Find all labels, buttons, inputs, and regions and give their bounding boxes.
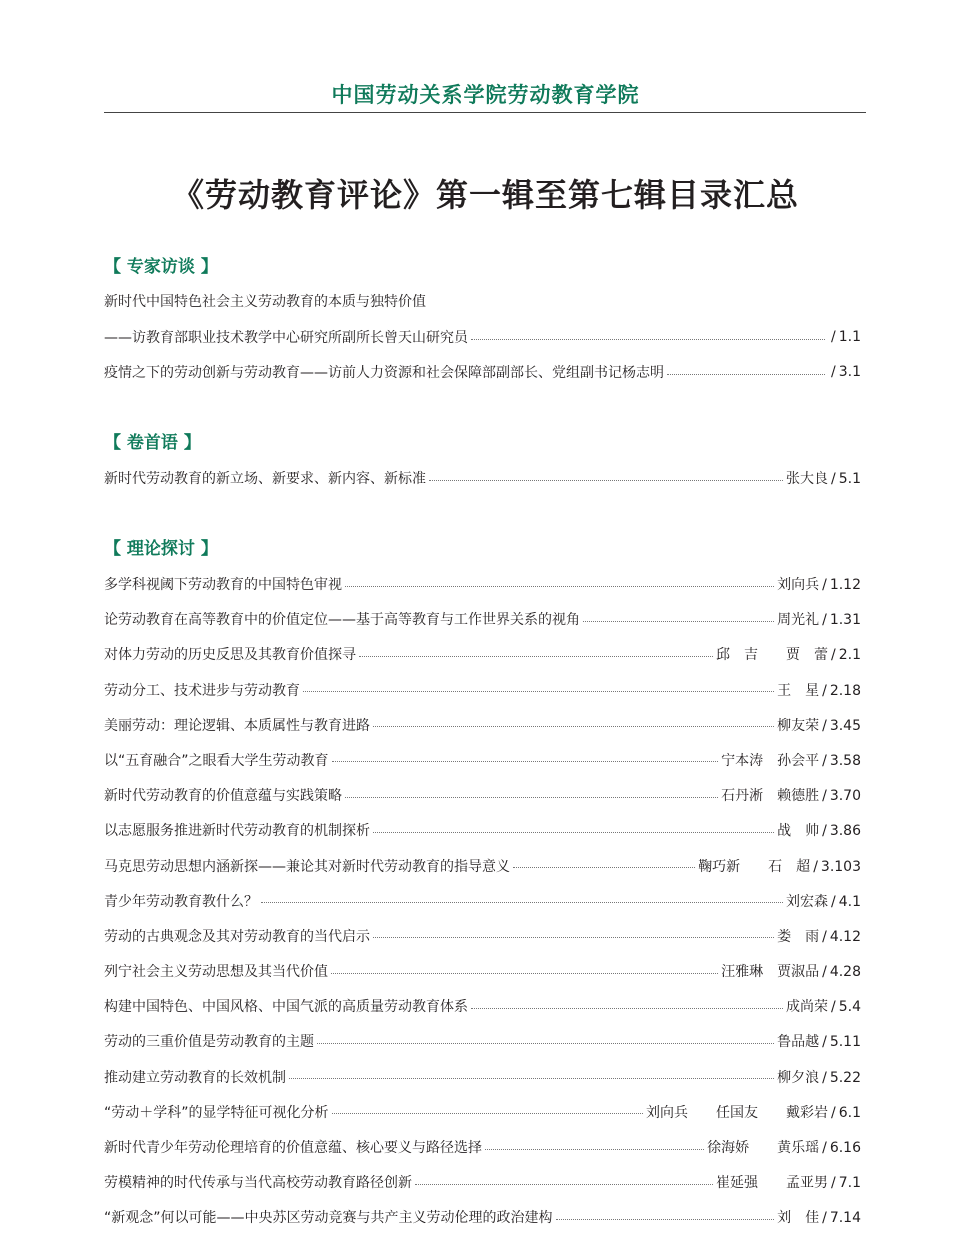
entry-ref: 3.86 xyxy=(829,823,861,840)
toc-entry xyxy=(104,923,861,949)
entry-author: 刘宏森 xyxy=(786,893,829,910)
dot-leader xyxy=(556,1219,775,1220)
entry-title: 疫情之下的劳动创新与劳动教育——访前人力资源和社会保障部副部长、党组副书记杨志明 xyxy=(104,365,664,382)
dot-leader xyxy=(331,973,718,974)
dot-leader xyxy=(359,656,713,657)
toc-entry xyxy=(104,1169,861,1195)
entry-ref: 5.4 xyxy=(838,999,861,1016)
dot-leader xyxy=(513,867,695,868)
entry-author: 汪雅琳 贾淑品 xyxy=(721,964,820,981)
entry-title: 推动建立劳动教育的长效机制 xyxy=(104,1069,286,1086)
entry-title: 对体力劳动的历史反思及其教育价值探寻 xyxy=(104,647,356,664)
dot-leader xyxy=(345,797,718,798)
entry-author: 宁本涛 孙会平 xyxy=(721,752,820,769)
toc-entry xyxy=(104,324,861,350)
entry-title: 论劳动教育在高等教育中的价值定位——基于高等教育与工作世界关系的视角 xyxy=(104,612,580,629)
section-theory xyxy=(104,536,861,1240)
toc-entry xyxy=(104,641,861,667)
dot-leader xyxy=(583,621,774,622)
entry-author: 邱 吉 贾 蕾 xyxy=(716,647,829,664)
toc-entry xyxy=(104,1028,861,1054)
toc-entry xyxy=(104,465,861,491)
entry-ref: 4.1 xyxy=(838,893,861,910)
entry-ref: 1.31 xyxy=(829,612,861,629)
header-divider xyxy=(104,112,866,113)
entry-intro-line: 新时代中国特色社会主义劳动教育的本质与独特价值 xyxy=(104,294,426,310)
entry-title: 以志愿服务推进新时代劳动教育的机制探析 xyxy=(104,823,370,840)
entry-author-ref: 徐海娇 黄乐瑶 / 6.16 xyxy=(707,1140,861,1156)
entry-ref: 4.28 xyxy=(829,964,861,981)
entry-author: 娄 雨 xyxy=(777,928,820,945)
dot-leader xyxy=(345,586,774,587)
entry-author-ref: 刘宏森 / 4.1 xyxy=(786,893,861,910)
toc-entry xyxy=(104,1099,861,1125)
toc-entry xyxy=(104,606,861,632)
entry-author: 鞠巧新 石 超 xyxy=(698,858,811,875)
entry-title: 新时代劳动教育的价值意蕴与实践策略 xyxy=(104,788,342,805)
entry-title: 青少年劳动教育教什么？ xyxy=(104,893,258,910)
entry-ref: 3.70 xyxy=(829,788,861,805)
entry-title: 劳动分工、技术进步与劳动教育 xyxy=(104,682,300,699)
entry-author-ref: 石丹淅 赖德胜 / 3.70 xyxy=(721,788,861,805)
entry-author: 鲁品越 xyxy=(777,1034,820,1051)
toc-entry xyxy=(104,677,861,703)
dot-leader xyxy=(471,339,825,340)
entry-author: 周光礼 xyxy=(777,612,820,629)
entry-author-ref: 邱 吉 贾 蕾 / 2.1 xyxy=(716,647,861,664)
entry-title: 多学科视阈下劳动教育的中国特色审视 xyxy=(104,577,342,593)
toc-entry xyxy=(104,1134,861,1160)
entry-title: 构建中国特色、中国风格、中国气派的高质量劳动教育体系 xyxy=(104,999,468,1016)
section-heading: 【 卷首语 】 xyxy=(104,433,201,453)
entry-title: 以“五育融合”之眼看大学生劳动教育 xyxy=(104,752,329,769)
dot-leader xyxy=(317,1043,774,1044)
entry-author-ref: 宁本涛 孙会平 / 3.58 xyxy=(721,752,861,769)
entry-ref: 6.16 xyxy=(829,1140,861,1156)
entry-ref: 7.1 xyxy=(838,1175,861,1192)
toc-entry xyxy=(104,1064,861,1090)
entry-ref: 3.45 xyxy=(829,717,861,734)
section-heading: 【 专家访谈 】 xyxy=(104,257,218,277)
entry-title: “劳动＋学科”的显学特征可视化分析 xyxy=(104,1104,329,1121)
entry-title: 列宁社会主义劳动思想及其当代价值 xyxy=(104,964,328,981)
dot-leader xyxy=(667,374,825,375)
toc-entry xyxy=(104,1204,861,1230)
entry-ref: 2.1 xyxy=(838,647,861,664)
entry-author: 刘 佳 xyxy=(777,1210,820,1227)
entry-ref: 2.18 xyxy=(829,682,861,699)
toc-entry xyxy=(104,571,861,597)
entry-author-ref: 战 帅 / 3.86 xyxy=(777,823,861,840)
entry-author: 柳友荣 xyxy=(777,717,820,734)
theory-entry-list xyxy=(104,571,861,1230)
entry-reference: / 1.1 xyxy=(831,329,861,345)
dot-leader xyxy=(471,1008,783,1009)
entry-author-ref: 张大良 / 5.1 xyxy=(786,471,861,487)
entry-title: 劳动的古典观念及其对劳动教育的当代启示 xyxy=(104,928,370,945)
institution-header: 中国劳动关系学院劳动教育学院 xyxy=(331,83,640,107)
entry-title: 劳模精神的时代传承与当代高校劳动教育路径创新 xyxy=(104,1175,412,1192)
entry-author-ref: 王 星 / 2.18 xyxy=(777,682,861,699)
entry-author: 战 帅 xyxy=(777,823,820,840)
dot-leader xyxy=(485,1149,704,1150)
toc-entry xyxy=(104,888,861,914)
toc-entry xyxy=(104,853,861,879)
entry-author: 刘向兵 任国友 戴彩岩 xyxy=(646,1104,829,1121)
section-expert-interviews xyxy=(104,254,861,394)
entry-title: 马克思劳动思想内涵新探——兼论其对新时代劳动教育的指导意义 xyxy=(104,858,510,875)
dot-leader xyxy=(373,937,774,938)
entry-ref: 4.12 xyxy=(829,928,861,945)
entry-ref: 7.14 xyxy=(829,1210,861,1227)
entry-author-ref: 刘 佳 / 7.14 xyxy=(777,1210,861,1227)
toc-entry xyxy=(104,359,861,385)
entry-ref: 3.103 xyxy=(820,858,861,875)
entry-author-ref: 刘向兵 / 1.12 xyxy=(777,577,861,593)
dot-leader xyxy=(429,480,783,481)
dot-leader xyxy=(332,1113,644,1114)
dot-leader xyxy=(373,726,774,727)
toc-entry xyxy=(104,747,861,773)
entry-author-ref: 成尚荣 / 5.4 xyxy=(786,999,861,1016)
entry-author: 徐海娇 黄乐瑶 xyxy=(707,1140,820,1156)
section-preface xyxy=(104,430,861,500)
entry-title: 美丽劳动：理论逻辑、本质属性与教育进路 xyxy=(104,717,370,734)
entry-author: 柳夕浪 xyxy=(777,1069,820,1086)
dot-leader xyxy=(373,832,774,833)
entry-author-ref: 鞠巧新 石 超 / 3.103 xyxy=(698,858,861,875)
dot-leader xyxy=(332,761,719,762)
dot-leader xyxy=(415,1184,713,1185)
entry-ref: 6.1 xyxy=(838,1104,861,1121)
entry-author-ref: 汪雅琳 贾淑品 / 4.28 xyxy=(721,964,861,981)
entry-author: 王 星 xyxy=(777,682,820,699)
dot-leader xyxy=(289,1078,774,1079)
dot-leader xyxy=(261,902,783,903)
dot-leader xyxy=(303,691,774,692)
toc-entry xyxy=(104,993,861,1019)
toc-entry xyxy=(104,712,861,738)
entry-title: 新时代青少年劳动伦理培育的价值意蕴、核心要义与路径选择 xyxy=(104,1140,482,1156)
entry-author-ref: 鲁品越 / 5.11 xyxy=(777,1034,861,1051)
toc-entry xyxy=(104,958,861,984)
entry-author: 刘向兵 xyxy=(777,577,820,593)
entry-title: “新观念”何以可能——中央苏区劳动竞赛与共产主义劳动伦理的政治建构 xyxy=(104,1210,553,1227)
entry-author: 石丹淅 赖德胜 xyxy=(721,788,820,805)
entry-ref: 5.22 xyxy=(829,1069,861,1086)
entry-author-ref: 崔延强 孟亚男 / 7.1 xyxy=(716,1175,861,1192)
document-title: 《劳动教育评论》第一辑至第七辑目录汇总 xyxy=(171,176,799,214)
entry-author-ref: 娄 雨 / 4.12 xyxy=(777,928,861,945)
entry-ref: 1.12 xyxy=(829,577,861,593)
entry-author-ref: 柳夕浪 / 5.22 xyxy=(777,1069,861,1086)
entry-author-ref: 刘向兵 任国友 戴彩岩 / 6.1 xyxy=(646,1104,861,1121)
entry-title: ——访教育部职业技术教学中心研究所副所长曾天山研究员 xyxy=(104,330,468,346)
entry-ref: 3.58 xyxy=(829,752,861,769)
entry-title: 劳动的三重价值是劳动教育的主题 xyxy=(104,1034,314,1051)
entry-author: 成尚荣 xyxy=(786,999,829,1016)
section-heading: 【 理论探讨 】 xyxy=(104,539,218,559)
entry-ref: 5.11 xyxy=(829,1034,861,1051)
entry-author-ref: 周光礼 / 1.31 xyxy=(777,612,861,629)
toc-entry xyxy=(104,817,861,843)
toc-entry xyxy=(104,782,861,808)
entry-title: 新时代劳动教育的新立场、新要求、新内容、新标准 xyxy=(104,471,426,487)
entry-author: 崔延强 孟亚男 xyxy=(716,1175,829,1192)
entry-author-ref: 柳友荣 / 3.45 xyxy=(777,717,861,734)
entry-reference: / 3.1 xyxy=(831,364,861,381)
